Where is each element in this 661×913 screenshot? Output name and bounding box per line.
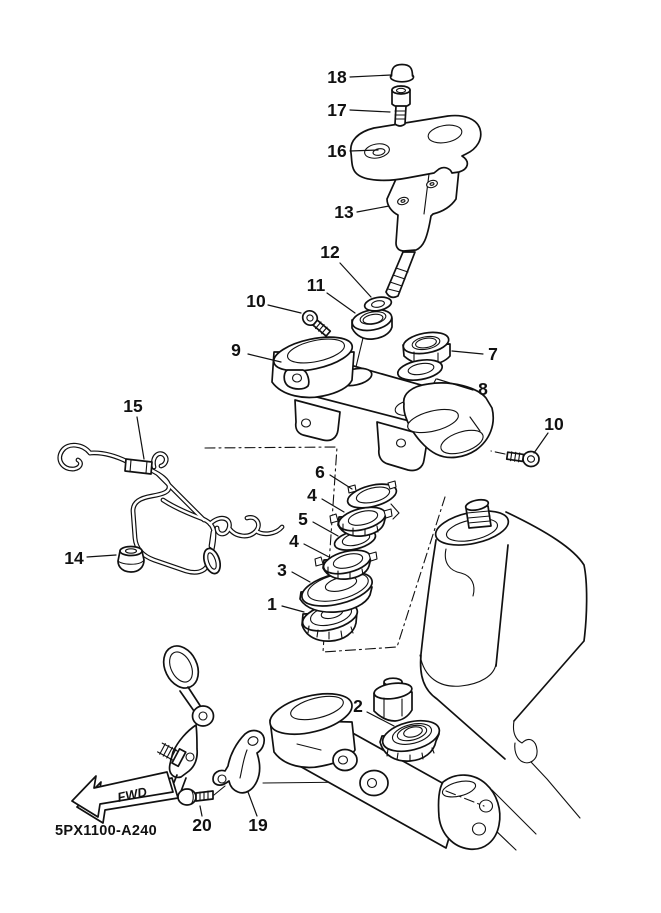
- bracket-lower-boss-left: [295, 400, 340, 441]
- part-16-upper-holder: [351, 116, 481, 181]
- callout-label-10: 10: [544, 414, 564, 434]
- callout-label-5: 5: [298, 509, 308, 529]
- callout-label-19: 19: [248, 815, 268, 835]
- callout-leader-13: [357, 206, 389, 212]
- part-12-washer: [364, 295, 393, 312]
- callout-leader-6: [330, 475, 352, 489]
- callout-label-8: 8: [478, 379, 488, 399]
- steering-stem-threads: [465, 498, 491, 528]
- callout-label-15: 15: [123, 396, 143, 416]
- part-20-bolt: [178, 789, 213, 805]
- part-14-grommet: [118, 547, 144, 573]
- wire-outline: [60, 445, 282, 572]
- callout-leader-10: [268, 305, 301, 313]
- bracket-left-ring: [271, 331, 355, 397]
- callout-leader-17: [350, 110, 390, 112]
- part-19-bracket: [213, 731, 264, 793]
- callout-label-20: 20: [192, 815, 212, 835]
- part-4-ring-nut-lower: [315, 546, 377, 579]
- callout-leader-12: [340, 263, 371, 297]
- callout-leader-4: [304, 544, 329, 557]
- callout-leader-5: [313, 522, 338, 536]
- callout-label-17: 17: [327, 100, 347, 120]
- callout-leader-7: [452, 351, 483, 354]
- callout-label-4: 4: [289, 531, 299, 551]
- callout-leader-14: [87, 555, 116, 557]
- callout-leader-1: [282, 606, 304, 612]
- callout-label-3: 3: [277, 560, 287, 580]
- callout-label-4: 4: [307, 485, 317, 505]
- fwd-arrow-icon: [72, 772, 178, 823]
- callout-label-1: 1: [267, 594, 277, 614]
- callout-leader-19: [248, 792, 257, 816]
- part-17-bolt: [392, 86, 410, 126]
- callout-label-13: 13: [334, 202, 354, 222]
- callout-label-2: 2: [353, 696, 363, 716]
- callout-leader-11: [327, 293, 355, 313]
- fwd-label: FWD: [116, 784, 149, 805]
- steering-stem-hex: [373, 678, 413, 721]
- part-18-cap: [391, 65, 414, 82]
- part-10-bolt-left: [300, 308, 333, 339]
- callout-leader-3: [292, 572, 310, 582]
- lower-bracket-right-boss: [438, 775, 499, 849]
- callout-label-7: 7: [488, 344, 498, 364]
- part-2-bearing: [379, 715, 442, 761]
- part-lower-bracket: [266, 678, 500, 849]
- diagram-code-label: 5PX1100-A240: [55, 823, 157, 839]
- callout-label-16: 16: [327, 141, 347, 161]
- part-13-handlebar-holder: [386, 161, 459, 298]
- callout-label-12: 12: [320, 242, 340, 262]
- callout-label-10: 10: [246, 291, 266, 311]
- callout-label-18: 18: [327, 67, 347, 87]
- wire-clip: [125, 459, 152, 474]
- callout-label-9: 9: [231, 340, 241, 360]
- callout-label-11: 11: [306, 275, 326, 295]
- holder-stud-threads: [386, 252, 415, 297]
- callout-leader-18: [350, 75, 391, 77]
- callout-leader-10: [534, 433, 548, 453]
- callout-label-6: 6: [315, 462, 325, 482]
- callout-label-14: 14: [64, 548, 84, 568]
- callout-leader-15: [137, 417, 144, 459]
